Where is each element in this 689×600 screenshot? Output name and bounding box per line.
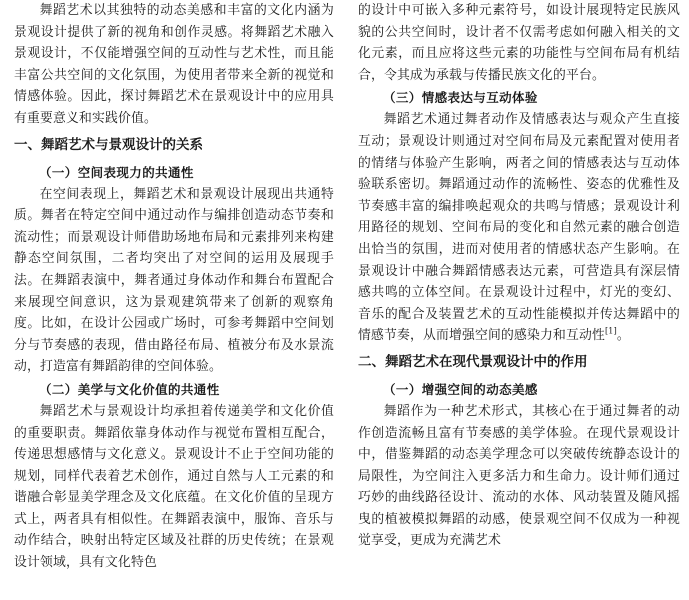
subheading-dynamic-beauty: （一）增强空间的动态美感 xyxy=(383,381,538,397)
right-column xyxy=(358,0,680,552)
citation-reference: [1] xyxy=(604,327,617,337)
paragraph-spatial-expression: 在空间表现上，舞蹈艺术和景观设计展现出共通特质。舞者在特定空间中通过动作与编排创造动态节奏和流动性；而景观设计师借助场地布局和元素排列来构建静态空间氛围，二者均突出了对空间的运用及展现手法。在舞蹈表演中，舞者通过身体动作和舞台布置配合来展现空间意识，这为景观建筑带来了创新的观察角度。比如，在设计公园或广场时，可参考舞蹈中空间划分与节奏感的表现，借由路径布局、植被分布及水景流动，打造富有舞蹈韵律的空间体验。 xyxy=(14,186,334,375)
continued-paragraph: 的设计中可嵌入多种元素符号，如设计展现特定民族风貌的公共空间时，设计者不仅需考虑如何融入相关的文化元素，而且应将这些元素的功能性与空间布局有机结合，令其成为承载与传播民族文化的平台。 xyxy=(358,3,680,83)
paragraph-dynamic-beauty: 舞蹈作为一种艺术形式，其核心在于通过舞者的动作创造流畅且富有节奏感的美学体验。在现代景观设计中，借鉴舞蹈的动态美学理念可以突破传统静态设计的局限性，为空间注入更多活力和生命力。设计师们通过巧妙的曲线路径设计、流动的水体、风动装置及随风摇曳的植被模拟舞蹈的动感，使景观空间不仅成为一种视觉享受，更成为充满艺术 xyxy=(358,403,680,549)
intro-paragraph: 舞蹈艺术以其独特的动态美感和丰富的文化内涵为景观设计提供了新的视角和创作灵感。将舞蹈艺术融入景观设计，不仅能增强空间的互动性与艺术性，而且能丰富公共空间的文化氛围，为使用者带来全新的视觉和情感体验。因此，探讨舞蹈艺术在景观设计中的应用具有重要意义和实践价值。 xyxy=(14,3,334,126)
paragraph-emotion-end: 。 xyxy=(616,328,630,344)
section-heading-relationship: 一、舞蹈艺术与景观设计的关系 xyxy=(14,136,203,153)
left-column xyxy=(14,0,334,574)
subheading-spatial-expression: （一）空间表现力的共通性 xyxy=(39,164,194,180)
section-heading-role: 二、舞蹈艺术在现代景观设计中的作用 xyxy=(358,353,588,370)
paragraph-emotion-interaction xyxy=(358,109,680,347)
paragraph-aesthetic-culture: 舞蹈艺术与景观设计均承担着传递美学和文化价值的重要职责。舞蹈依靠身体动作与视觉布置相互配合，传递思想感情与文化意义。景观设计不止于空间功能的规划，同样代表着艺术创作，通过自然与人工元素的和谐融合彰显美学理念及文化底蕴。在文化价值的呈现方式上，两者具有相似性。在舞蹈表演中，服饰、音乐与动作结合，映射出特定区域及社群的历史传统；在景观设计领域，具有文化特色 xyxy=(14,403,334,571)
subheading-emotion-interaction: （三）情感表达与互动体验 xyxy=(383,90,538,106)
paragraph-emotion-text: 舞蹈艺术通过舞者动作及情感表达与观众产生直接互动；景观设计则通过对空间布局及元素配置对使用者的情绪与体验产生影响，两者之间的情感表达与互动体验联系密切。舞蹈通过动作的流畅性、姿态的优雅性及节奏感丰富的编排唤起观众的共鸣与情感；景观设计利用路径的规划、空间布局的变化和自然元素的融合创造出恰当的氛围，进而对使用者的情感状态产生影响。在景观设计中融合舞蹈情感表达元素，可营造具有深层情感共鸣的立体空间。在景观设计过程中，灯光的变幻、音乐的配合及装置艺术的互动性能模拟并传达舞蹈中的情感节奏，从而增强空间的感染力和互动性 xyxy=(358,112,680,344)
subheading-aesthetic-culture: （二）美学与文化价值的共通性 xyxy=(39,381,220,397)
